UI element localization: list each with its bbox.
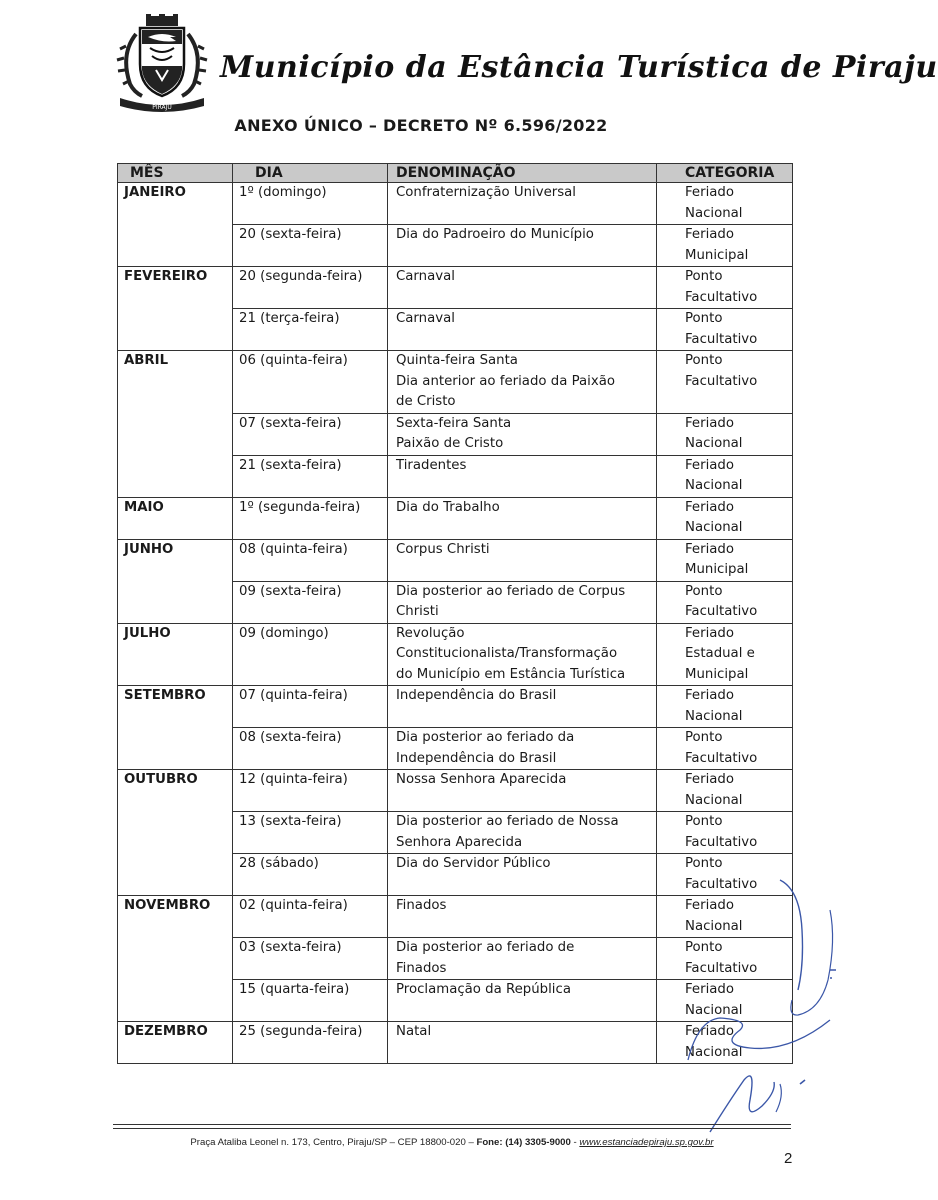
denomination-cell <box>388 497 657 539</box>
month-cell: JULHO <box>118 623 233 686</box>
category-line: Facultativo <box>685 289 758 305</box>
category-line: Feriado <box>685 457 734 473</box>
month-cell: JANEIRO <box>118 183 233 267</box>
denomination-line: Quinta-feira Santa <box>396 353 518 368</box>
denomination-cell <box>388 854 657 896</box>
table-row <box>118 623 793 686</box>
table-row <box>118 686 793 728</box>
category-cell <box>657 225 793 267</box>
category-cell <box>657 539 793 581</box>
category-line: Feriado <box>685 898 734 913</box>
denomination-line: Natal <box>396 1024 432 1039</box>
denomination-cell <box>388 539 657 581</box>
day-cell: 1º (domingo) <box>233 183 388 225</box>
category-line: Facultativo <box>685 876 758 892</box>
denomination-line: Independência do Brasil <box>396 750 557 766</box>
category-line: Facultativo <box>685 331 758 347</box>
category-line: Nacional <box>685 520 743 535</box>
header-categoria: CATEGORIA <box>657 164 793 183</box>
category-line: Ponto <box>685 856 723 871</box>
category-line: Feriado <box>685 499 734 515</box>
category-line: Feriado <box>685 772 734 787</box>
day-cell: 08 (quinta-feira) <box>233 539 388 581</box>
category-line: Nacional <box>685 792 743 808</box>
day-cell: 07 (sexta-feira) <box>233 413 388 455</box>
denomination-cell <box>388 623 657 686</box>
denomination-cell <box>388 309 657 351</box>
category-line: Feriado <box>685 688 734 703</box>
municipality-name: Município da Estância Turística de Piraju <box>220 50 938 85</box>
denomination-line: Finados <box>396 960 447 976</box>
table-row <box>118 770 793 812</box>
denomination-line: Dia posterior ao feriado de Corpus <box>396 583 626 599</box>
category-line: Facultativo <box>685 604 758 619</box>
footer <box>113 1137 791 1148</box>
category-line: Ponto <box>685 940 723 955</box>
category-cell <box>657 581 793 623</box>
category-line: Feriado <box>685 541 734 557</box>
month-cell: OUTUBRO <box>118 770 233 896</box>
footer-separator: - <box>570 1137 580 1148</box>
denomination-cell <box>388 183 657 225</box>
category-cell <box>657 413 793 455</box>
month-cell: SETEMBRO <box>118 686 233 770</box>
category-line: Feriado <box>685 227 734 242</box>
day-cell: 20 (sexta-feira) <box>233 225 388 267</box>
denomination-cell <box>388 267 657 309</box>
letterhead <box>112 14 938 114</box>
day-cell: 21 (sexta-feira) <box>233 455 388 497</box>
category-cell <box>657 455 793 497</box>
month-cell: JUNHO <box>118 539 233 623</box>
day-cell: 08 (sexta-feira) <box>233 728 388 770</box>
category-cell <box>657 623 793 686</box>
category-cell <box>657 728 793 770</box>
category-line: Ponto <box>685 311 723 326</box>
denomination-cell <box>388 728 657 770</box>
category-line: Municipal <box>685 562 749 577</box>
month-cell: FEVEREIRO <box>118 267 233 351</box>
denomination-line: do Município em Estância Turística <box>396 666 626 682</box>
category-line: Nacional <box>685 436 743 451</box>
month-cell: DEZEMBRO <box>118 1022 233 1064</box>
table-row <box>118 267 793 309</box>
page-number: 2 <box>784 1150 793 1167</box>
denomination-line: Carnaval <box>396 311 455 326</box>
denomination-cell <box>388 686 657 728</box>
category-line: Feriado <box>685 625 734 641</box>
category-line: Ponto <box>685 730 723 745</box>
day-cell: 13 (sexta-feira) <box>233 812 388 854</box>
day-cell: 07 (quinta-feira) <box>233 686 388 728</box>
denomination-line: Paixão de Cristo <box>396 436 504 451</box>
category-line: Nacional <box>685 918 743 934</box>
denomination-cell <box>388 225 657 267</box>
category-line: Estadual e <box>685 646 755 661</box>
denomination-line: Revolução <box>396 625 465 641</box>
day-cell: 09 (domingo) <box>233 623 388 686</box>
table-row <box>118 351 793 414</box>
category-line: Ponto <box>685 814 723 829</box>
denomination-cell <box>388 581 657 623</box>
denomination-cell <box>388 770 657 812</box>
category-cell <box>657 686 793 728</box>
day-cell: 02 (quinta-feira) <box>233 896 388 938</box>
footer-website-link[interactable]: www.estanciadepiraju.sp.gov.br <box>579 1137 714 1148</box>
day-cell: 06 (quinta-feira) <box>233 351 388 414</box>
category-line: Feriado <box>685 415 734 431</box>
header-denominacao: DENOMINAÇÃO <box>388 164 657 183</box>
table-row <box>118 539 793 581</box>
denomination-cell <box>388 1022 657 1064</box>
header-dia: DIA <box>233 164 388 183</box>
category-line: Facultativo <box>685 960 758 976</box>
footer-address: Praça Ataliba Leonel n. 173, Centro, Piraju/SP – CEP 18800-020 – <box>190 1137 474 1148</box>
category-cell <box>657 812 793 854</box>
denomination-line: Dia posterior ao feriado da <box>396 730 575 745</box>
denomination-line: Corpus Christi <box>396 541 490 557</box>
denomination-line: Independência do Brasil <box>396 688 557 703</box>
denomination-line: Confraternização Universal <box>396 185 576 200</box>
denomination-line: Dia do Servidor Público <box>396 856 551 871</box>
category-cell <box>657 351 793 414</box>
denomination-line: Tiradentes <box>396 457 467 473</box>
table-row <box>118 183 793 225</box>
day-cell: 1º (segunda-feira) <box>233 497 388 539</box>
category-line: Nacional <box>685 708 743 724</box>
category-cell <box>657 267 793 309</box>
table-row <box>118 497 793 539</box>
category-line: Facultativo <box>685 373 758 389</box>
day-cell: 28 (sábado) <box>233 854 388 896</box>
handwritten-signature <box>680 870 842 1160</box>
footer-rule <box>113 1124 791 1125</box>
day-cell: 25 (segunda-feira) <box>233 1022 388 1064</box>
category-line: Facultativo <box>685 834 758 850</box>
denomination-line: Senhora Aparecida <box>396 834 523 850</box>
denomination-line: Dia posterior ao feriado de Nossa <box>396 814 619 829</box>
denomination-line: Dia do Trabalho <box>396 499 500 515</box>
denomination-cell <box>388 351 657 414</box>
category-line: Ponto <box>685 583 723 599</box>
denomination-cell <box>388 896 657 938</box>
denomination-line: Constitucionalista/Transformação <box>396 646 618 661</box>
header-mes: MÊS <box>118 164 233 183</box>
denomination-cell <box>388 980 657 1022</box>
denomination-line: Dia do Padroeiro do Município <box>396 227 594 242</box>
category-cell <box>657 770 793 812</box>
category-line: Nacional <box>685 205 743 221</box>
footer-phone: Fone: (14) 3305-9000 <box>476 1137 571 1148</box>
category-line: Facultativo <box>685 750 758 766</box>
denomination-cell <box>388 455 657 497</box>
category-line: Nacional <box>685 1044 743 1060</box>
day-cell: 21 (terça-feira) <box>233 309 388 351</box>
month-cell: MAIO <box>118 497 233 539</box>
category-cell <box>657 183 793 225</box>
category-line: Municipal <box>685 666 749 682</box>
denomination-line: Dia posterior ao feriado de <box>396 940 575 955</box>
day-cell: 20 (segunda-feira) <box>233 267 388 309</box>
denomination-line: Finados <box>396 898 447 913</box>
denomination-line: Nossa Senhora Aparecida <box>396 772 567 787</box>
category-line: Feriado <box>685 1024 734 1039</box>
denomination-line: Carnaval <box>396 269 455 284</box>
category-line: Feriado <box>685 982 734 997</box>
day-cell: 03 (sexta-feira) <box>233 938 388 980</box>
footer-rule-thin <box>113 1128 791 1129</box>
month-cell: NOVEMBRO <box>118 896 233 1022</box>
svg-text:PIRAJU: PIRAJU <box>152 104 172 111</box>
denomination-cell <box>388 413 657 455</box>
category-line: Nacional <box>685 478 743 493</box>
category-cell <box>657 309 793 351</box>
document-title: ANEXO ÚNICO – DECRETO Nº 6.596/2022 <box>234 116 608 135</box>
day-cell: 12 (quinta-feira) <box>233 770 388 812</box>
denomination-line: Christi <box>396 604 439 619</box>
category-cell <box>657 497 793 539</box>
day-cell: 15 (quarta-feira) <box>233 980 388 1022</box>
category-line: Ponto <box>685 353 723 368</box>
category-line: Nacional <box>685 1002 743 1018</box>
table-header-row <box>118 164 793 183</box>
month-cell: ABRIL <box>118 351 233 498</box>
denomination-line: Dia anterior ao feriado da Paixão <box>396 373 615 389</box>
category-line: Feriado <box>685 185 734 200</box>
municipal-coat-of-arms <box>112 14 212 114</box>
denomination-cell <box>388 812 657 854</box>
day-cell: 09 (sexta-feira) <box>233 581 388 623</box>
denomination-line: Sexta-feira Santa <box>396 415 512 431</box>
denomination-line: de Cristo <box>396 394 456 409</box>
denomination-line: Proclamação da República <box>396 982 571 997</box>
category-line: Municipal <box>685 247 749 263</box>
denomination-cell <box>388 938 657 980</box>
category-line: Ponto <box>685 269 723 284</box>
